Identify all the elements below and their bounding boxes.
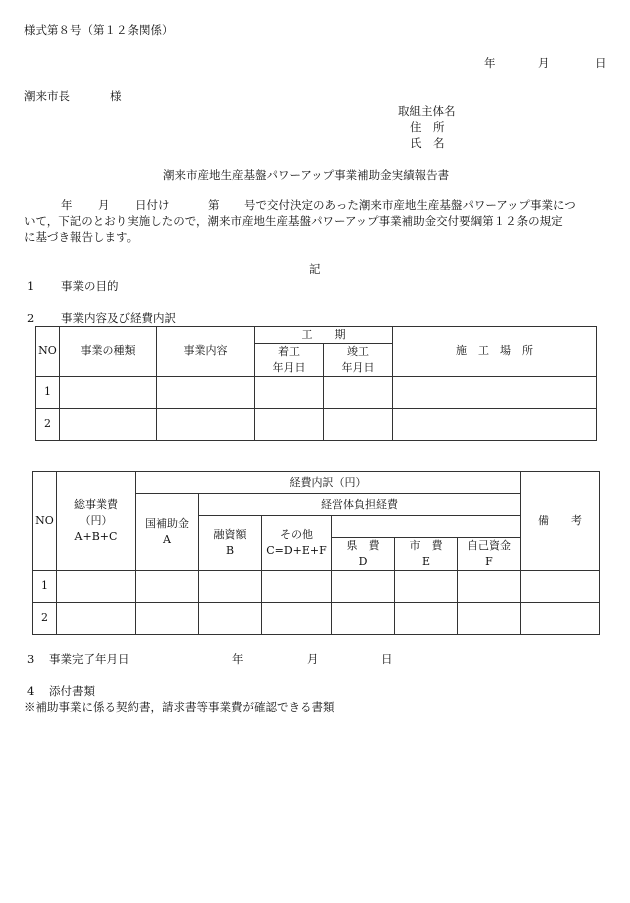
t2-header-burden: 経営体負担経費 — [199, 494, 521, 516]
t2-header-total: 総事業費 （円） A+B+C — [57, 472, 136, 571]
section-4-label: 添付書類 — [49, 684, 95, 698]
t2-header-no: NO — [33, 472, 57, 571]
t1-row-no: 2 — [36, 408, 60, 440]
t2-cell-other[interactable] — [262, 570, 332, 602]
body-day: 日付け — [135, 198, 170, 212]
t2-header-national: 国補助金 A — [136, 494, 199, 571]
t1-header-no: NO — [36, 327, 60, 377]
t2-cell-other[interactable] — [262, 602, 332, 634]
t2-cell-pref[interactable] — [332, 602, 395, 634]
t1-cell-content[interactable] — [157, 376, 255, 408]
t1-cell-type[interactable] — [60, 408, 157, 440]
document-title: 潮来市産地生産基盤パワーアップ事業補助金実績報告書 — [163, 168, 450, 182]
section-1-number: 1 — [27, 279, 35, 293]
t2-cell-pref[interactable] — [332, 570, 395, 602]
t1-row-no: 1 — [36, 376, 60, 408]
section-3-number: 3 — [27, 652, 35, 666]
body-line1-text: 号で交付決定のあった潮来市産地生産基盤パワーアップ事業につ — [244, 198, 576, 212]
t1-cell-place[interactable] — [393, 408, 597, 440]
t2-cell-remarks[interactable] — [521, 602, 600, 634]
t1-cell-end[interactable] — [324, 376, 393, 408]
body-month: 月 — [98, 198, 110, 212]
date-month: 月 — [538, 56, 550, 70]
t2-cell-self[interactable] — [458, 570, 521, 602]
section-3-day: 日 — [381, 652, 393, 666]
t2-cell-total[interactable] — [57, 570, 136, 602]
t2-row-no: 2 — [33, 602, 57, 634]
t2-cell-total[interactable] — [57, 602, 136, 634]
section-4-number: 4 — [27, 684, 35, 698]
t1-header-period: 工 期 — [255, 327, 393, 344]
t1-cell-end[interactable] — [324, 408, 393, 440]
t1-header-type: 事業の種類 — [60, 327, 157, 377]
t2-cell-remarks[interactable] — [521, 570, 600, 602]
table-row — [36, 408, 597, 440]
table-row — [36, 376, 597, 408]
t2-header-other: その他 C=D+E+F — [262, 516, 332, 571]
applicant-name: 氏 名 — [410, 136, 445, 150]
addressee-name: 潮来市長 — [24, 89, 70, 103]
t2-header-self: 自己資金 F — [458, 538, 521, 571]
table-row — [33, 602, 600, 634]
form-number: 様式第８号（第１２条関係） — [24, 23, 174, 37]
t1-header-content: 事業内容 — [157, 327, 255, 377]
t1-cell-start[interactable] — [255, 408, 324, 440]
t2-cell-city[interactable] — [395, 570, 458, 602]
t2-header-city: 市 費 E — [395, 538, 458, 571]
applicant-address: 住 所 — [410, 120, 445, 134]
t1-cell-start[interactable] — [255, 376, 324, 408]
t2-cell-city[interactable] — [395, 602, 458, 634]
t2-cell-self[interactable] — [458, 602, 521, 634]
body-line2: いて，下記のとおり実施したので，潮来市産地生産基盤パワーアップ事業補助金交付要綱第１２条の規定 — [24, 214, 563, 228]
t2-cell-national[interactable] — [136, 570, 199, 602]
t2-header-loan: 融資額 B — [199, 516, 262, 571]
section-3-month: 月 — [307, 652, 319, 666]
t2-header-breakdown: 経費内訳（円） — [136, 472, 521, 494]
section-2-label: 事業内容及び経費内訳 — [61, 311, 176, 325]
expense-breakdown-table — [32, 471, 600, 635]
section-3-year: 年 — [232, 652, 244, 666]
t1-header-place: 施 工 場 所 — [393, 327, 597, 377]
t1-header-start: 着工 年月日 — [255, 344, 324, 377]
t2-cell-national[interactable] — [136, 602, 199, 634]
attachment-note: ※補助事業に係る契約書，請求書等事業費が確認できる書類 — [24, 700, 335, 714]
t2-cell-loan[interactable] — [199, 570, 262, 602]
addressee-honorific: 様 — [110, 89, 122, 103]
ki-marker: 記 — [309, 262, 321, 276]
date-year: 年 — [484, 56, 496, 70]
date-day: 日 — [595, 56, 607, 70]
t2-header-spacer — [332, 516, 521, 538]
t2-header-pref: 県 費 D — [332, 538, 395, 571]
t1-header-end: 竣工 年月日 — [324, 344, 393, 377]
t2-cell-loan[interactable] — [199, 602, 262, 634]
section-3-label: 事業完了年月日 — [49, 652, 130, 666]
table-row — [33, 570, 600, 602]
applicant-org: 取組主体名 — [398, 104, 456, 118]
project-content-table — [35, 326, 597, 441]
t1-cell-type[interactable] — [60, 376, 157, 408]
t2-row-no: 1 — [33, 570, 57, 602]
t1-cell-content[interactable] — [157, 408, 255, 440]
body-dai: 第 — [208, 198, 220, 212]
t1-cell-place[interactable] — [393, 376, 597, 408]
body-year: 年 — [61, 198, 73, 212]
t2-header-remarks: 備 考 — [521, 472, 600, 571]
section-1-label: 事業の目的 — [61, 279, 119, 293]
section-2-number: 2 — [27, 311, 35, 325]
body-line3: に基づき報告します。 — [24, 230, 139, 244]
